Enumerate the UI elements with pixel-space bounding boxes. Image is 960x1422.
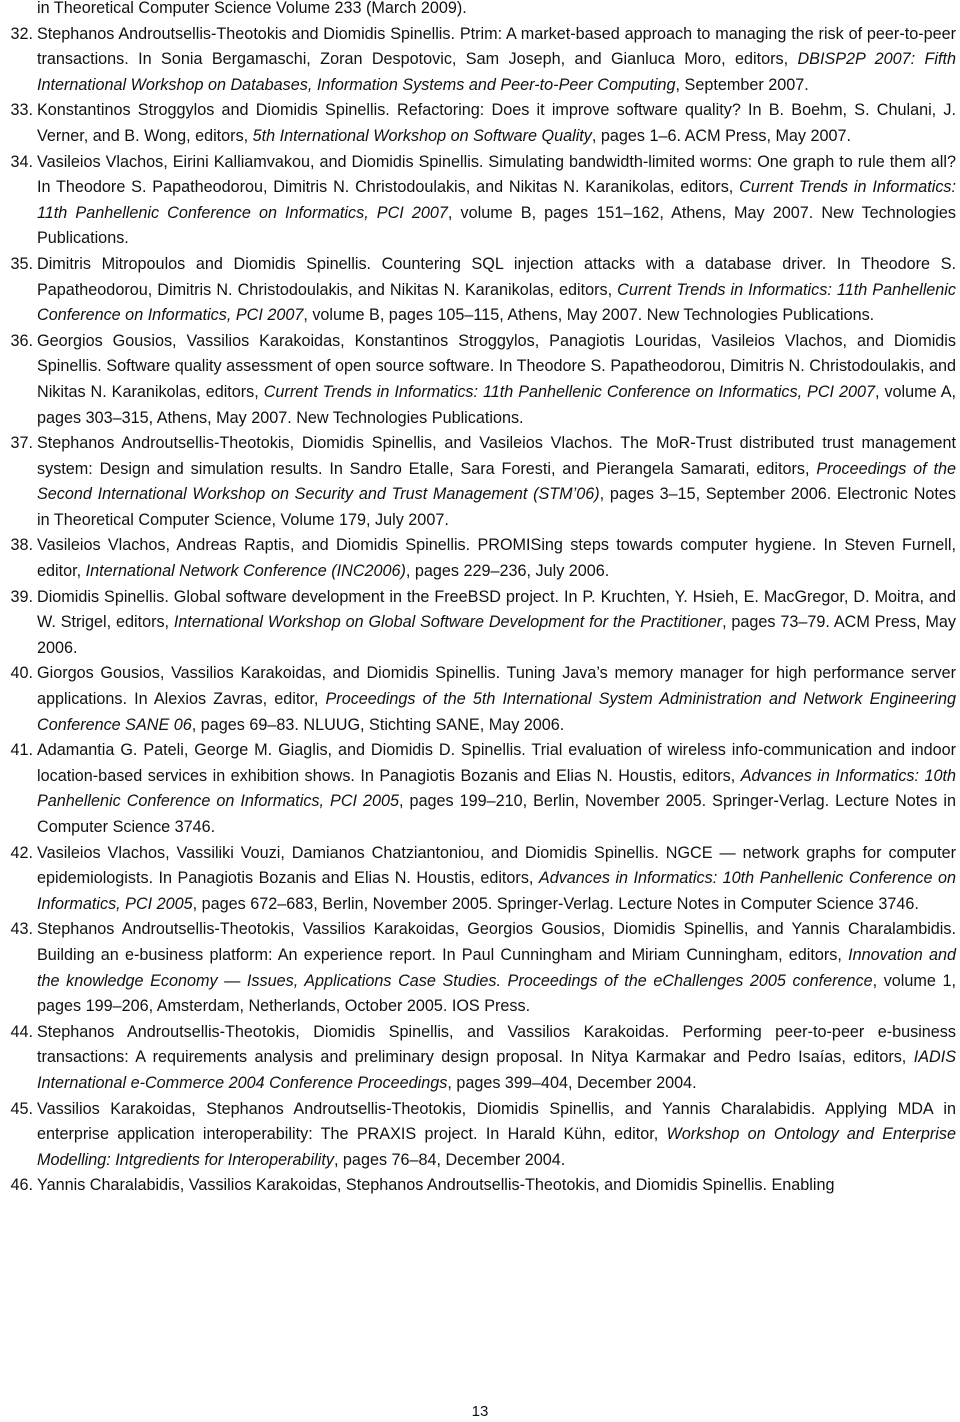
reference-text-segment: , volume 1, pages 199–206, Amsterdam, Netherlands, October 2005. IOS Press.	[37, 971, 956, 1016]
reference-entry	[0, 738, 956, 840]
reference-entry	[0, 22, 956, 99]
reference-text-segment: , pages 73–79. ACM Press, May 2006.	[37, 613, 956, 657]
reference-entry	[0, 585, 956, 662]
reference-entry	[0, 150, 956, 252]
reference-text-segment: , pages 672–683, Berlin, November 2005. Springer-Verlag. Lecture Notes in Computer Science 3746.	[192, 894, 919, 913]
reference-venue-italic: Proceedings of the Second International Workshop on Security and Trust Management (STM’06)	[37, 459, 956, 504]
reference-venue-italic: International Network Conference (INC2006)	[85, 562, 406, 581]
reference-text-segment: Vasileios Vlachos, Eirini Kalliamvakou, and Diomidis Spinellis. Simulating bandwidth-limited worms: One graph to rule them all? In Theodore S. Papatheodorou, Dimitris N. Christodoulakis, and Nikitas N. Karanikolas, editors,	[37, 152, 956, 197]
reference-entry	[0, 1097, 956, 1174]
reference-text-segment: , volume B, pages 151–162, Athens, May 2007. New Technologies Publications.	[37, 203, 956, 248]
reference-entry	[0, 917, 956, 1019]
reference-text-segment: , pages 199–210, Berlin, November 2005. Springer-Verlag. Lecture Notes in Computer Science 3746.	[37, 792, 956, 836]
reference-text-segment: Yannis Charalabidis, Vassilios Karakoidas, Stephanos Androutsellis-Theotokis, and Diomidis Spinellis. Enabling	[37, 1176, 835, 1195]
reference-venue-italic: Current Trends in Informatics: 11th Panhellenic Conference on Informatics, PCI 2007	[37, 280, 956, 325]
reference-text	[37, 332, 956, 427]
reference-continuation: in Theoretical Computer Science Volume 233 (March 2009).	[37, 0, 467, 17]
reference-text-segment: Konstantinos Stroggylos and Diomidis Spinellis. Refactoring: Does it improve software quality? In B. Boehm, S. Chulani, J. Verner, and B. Wong, editors,	[37, 101, 956, 145]
reference-number: 42.	[10, 843, 33, 862]
reference-entry	[0, 661, 956, 738]
reference-entry	[0, 98, 956, 149]
reference-venue-italic: Proceedings of the 5th International System Administration and Network Engineering Conference SANE 06	[37, 690, 956, 734]
reference-text-segment: , pages 229–236, July 2006.	[405, 562, 610, 581]
reference-text-segment: , volume B, pages 105–115, Athens, May 2007. New Technologies Publications.	[303, 306, 875, 325]
reference-text	[37, 664, 956, 733]
reference-number: 44.	[10, 1022, 33, 1041]
reference-entry	[0, 1173, 956, 1199]
reference-entry	[0, 329, 956, 431]
reference-venue-italic: International Workshop on Global Software Development for the Practitioner	[173, 613, 723, 632]
reference-venue-italic: IADIS International e-Commerce 2004 Conference Proceedings	[37, 1048, 956, 1092]
reference-number: 41.	[10, 741, 33, 760]
reference-text-segment: , pages 399–404, December 2004.	[447, 1073, 697, 1092]
reference-text-segment: , pages 69–83. NLUUG, Stichting SANE, May 2006.	[191, 715, 565, 734]
reference-number: 39.	[10, 587, 33, 606]
reference-text-segment: Stephanos Androutsellis-Theotokis, Diomidis Spinellis, and Vassilios Karakoidas. Performing peer-to-peer e-business transactions: A requirements analysis and preliminary design proposal. In Nitya Karmakar and Pedro Isaías, editors,	[37, 1022, 956, 1067]
reference-venue-italic: DBISP2P 2007: Fifth International Workshop on Databases, Information Systems and Peer-to-Peer Computing	[37, 50, 957, 94]
reference-venue-italic: Innovation and the knowledge Economy — Issues, Applications Case Studies. Proceedings of the eChallenges 2005 conference	[37, 945, 956, 990]
reference-number: 38.	[10, 536, 33, 555]
reference-number: 32.	[10, 24, 33, 43]
reference-text	[37, 1100, 956, 1169]
reference-venue-italic: 5th International Workshop on Software Quality	[252, 126, 592, 145]
reference-text	[37, 844, 956, 913]
reference-text-segment: , pages 3–15, September 2006. Electronic Notes in Theoretical Computer Science, Volume 179, July 2007.	[37, 485, 956, 529]
reference-venue-italic: Advances in Informatics: 10th Panhellenic Conference on Informatics, PCI 2005	[37, 869, 956, 913]
reference-text	[37, 588, 956, 657]
reference-text-segment: Stephanos Androutsellis-Theotokis, Diomidis Spinellis, and Vasileios Vlachos. The MoR-Trust distributed trust management system: Design and simulation results. In Sandro Etalle, Sara Foresti, and Pierangela Samarati, editors,	[37, 434, 956, 478]
reference-venue-italic: Current Trends in Informatics: 11th Panhellenic Conference on Informatics, PCI 2007	[263, 382, 876, 401]
reference-number: 37.	[10, 434, 33, 453]
reference-text-segment: Stephanos Androutsellis-Theotokis and Diomidis Spinellis. Ptrim: A market-based approach to managing the risk of peer-to-peer transactions. In Sonia Bergamaschi, Zoran Despotovic, Sam Joseph, and Gianluca Moro, editors,	[37, 24, 956, 69]
reference-text-segment: Vasileios Vlachos, Vassiliki Vouzi, Damianos Chatziantoniou, and Diomidis Spinellis. NGCE — network graphs for computer epidemiologists. In Panagiotis Bozanis and Elias N. Houstis, editors,	[37, 843, 956, 888]
reference-text	[37, 920, 956, 1015]
reference-venue-italic: Current Trends in Informatics: 11th Panhellenic Conference on Informatics, PCI 2007	[37, 178, 957, 222]
reference-text	[37, 1023, 956, 1092]
reference-venue-italic: Workshop on Ontology and Enterprise Modelling: Intgredients for Interoperability	[37, 1125, 956, 1169]
reference-number: 45.	[10, 1099, 33, 1118]
reference-entry	[0, 533, 956, 584]
reference-text-segment: Vasileios Vlachos, Andreas Raptis, and Diomidis Spinellis. PROMISing steps towards computer hygiene. In Steven Furnell, editor,	[37, 536, 956, 581]
reference-number: 33.	[10, 101, 33, 120]
reference-entry	[0, 252, 956, 329]
reference-venue-italic: Advances in Informatics: 10th Panhellenic Conference on Informatics, PCI 2005	[37, 766, 956, 811]
reference-text-segment: Dimitris Mitropoulos and Diomidis Spinellis. Countering SQL injection attacks with a database driver. In Theodore S. Papatheodorou, Dimitris N. Christodoulakis, and Nikitas N. Karanikolas, editors,	[37, 254, 956, 299]
reference-text-segment: Georgios Gousios, Vassilios Karakoidas, Konstantinos Stroggylos, Panagiotis Louridas, Vasileios Vlachos, and Diomidis Spinellis. Software quality assessment of open source software. In Theodore S. Papatheodorou, Dimitris N. Christodoulakis, and Nikitas N. Karanikolas, editors,	[37, 331, 956, 401]
reference-entry	[0, 841, 956, 918]
reference-text-segment: Giorgos Gousios, Vassilios Karakoidas, and Diomidis Spinellis. Tuning Java’s memory manager for high performance server applications. In Alexios Zavras, editor,	[37, 664, 956, 709]
reference-text-segment: Stephanos Androutsellis-Theotokis, Vassilios Karakoidas, Georgios Gousios, Diomidis Spinellis, and Yannis Charalambidis. Building an e-business platform: An experience report. In Paul Cunningham and Miriam Cunningham, editors,	[37, 920, 956, 964]
reference-number: 35.	[10, 254, 33, 273]
reference-text-segment: Diomidis Spinellis. Global software development in the FreeBSD project. In P. Kruchten, Y. Hsieh, E. MacGregor, D. Moitra, and W. Strigel, editors,	[37, 587, 956, 632]
reference-text-segment: , September 2007.	[675, 75, 809, 94]
reference-text	[37, 153, 956, 248]
reference-text	[37, 101, 956, 145]
reference-text-segment: Vassilios Karakoidas, Stephanos Androutsellis-Theotokis, Diomidis Spinellis, and Yannis Charalabidis. Applying MDA in enterprise application interoperability: The PRAXIS project. In Harald Kühn, editor,	[37, 1099, 956, 1144]
page-number: 13	[471, 1403, 489, 1420]
reference-text-segment: Adamantia G. Pateli, George M. Giaglis, and Diomidis D. Spinellis. Trial evaluation of wireless info-communication and indoor location-based services in exhibition shows. In Panagiotis Bozanis and Elias N. Houstis, editors,	[37, 741, 956, 785]
reference-entry	[0, 1020, 956, 1097]
reference-number: 43.	[10, 920, 33, 939]
reference-text	[37, 434, 956, 529]
reference-text-segment: , volume A, pages 303–315, Athens, May 2007. New Technologies Publications.	[37, 382, 956, 427]
reference-text-segment: , pages 76–84, December 2004.	[333, 1150, 566, 1169]
reference-number: 40.	[10, 664, 33, 683]
reference-number: 34.	[10, 152, 33, 171]
reference-text	[37, 1176, 835, 1194]
reference-entry	[0, 431, 956, 533]
reference-number: 46.	[10, 1176, 33, 1195]
reference-text-segment: , pages 1–6. ACM Press, May 2007.	[591, 126, 852, 145]
reference-text	[37, 536, 956, 580]
reference-number: 36.	[10, 331, 33, 350]
reference-text	[37, 255, 956, 324]
reference-text	[37, 25, 956, 94]
reference-text	[37, 741, 956, 836]
